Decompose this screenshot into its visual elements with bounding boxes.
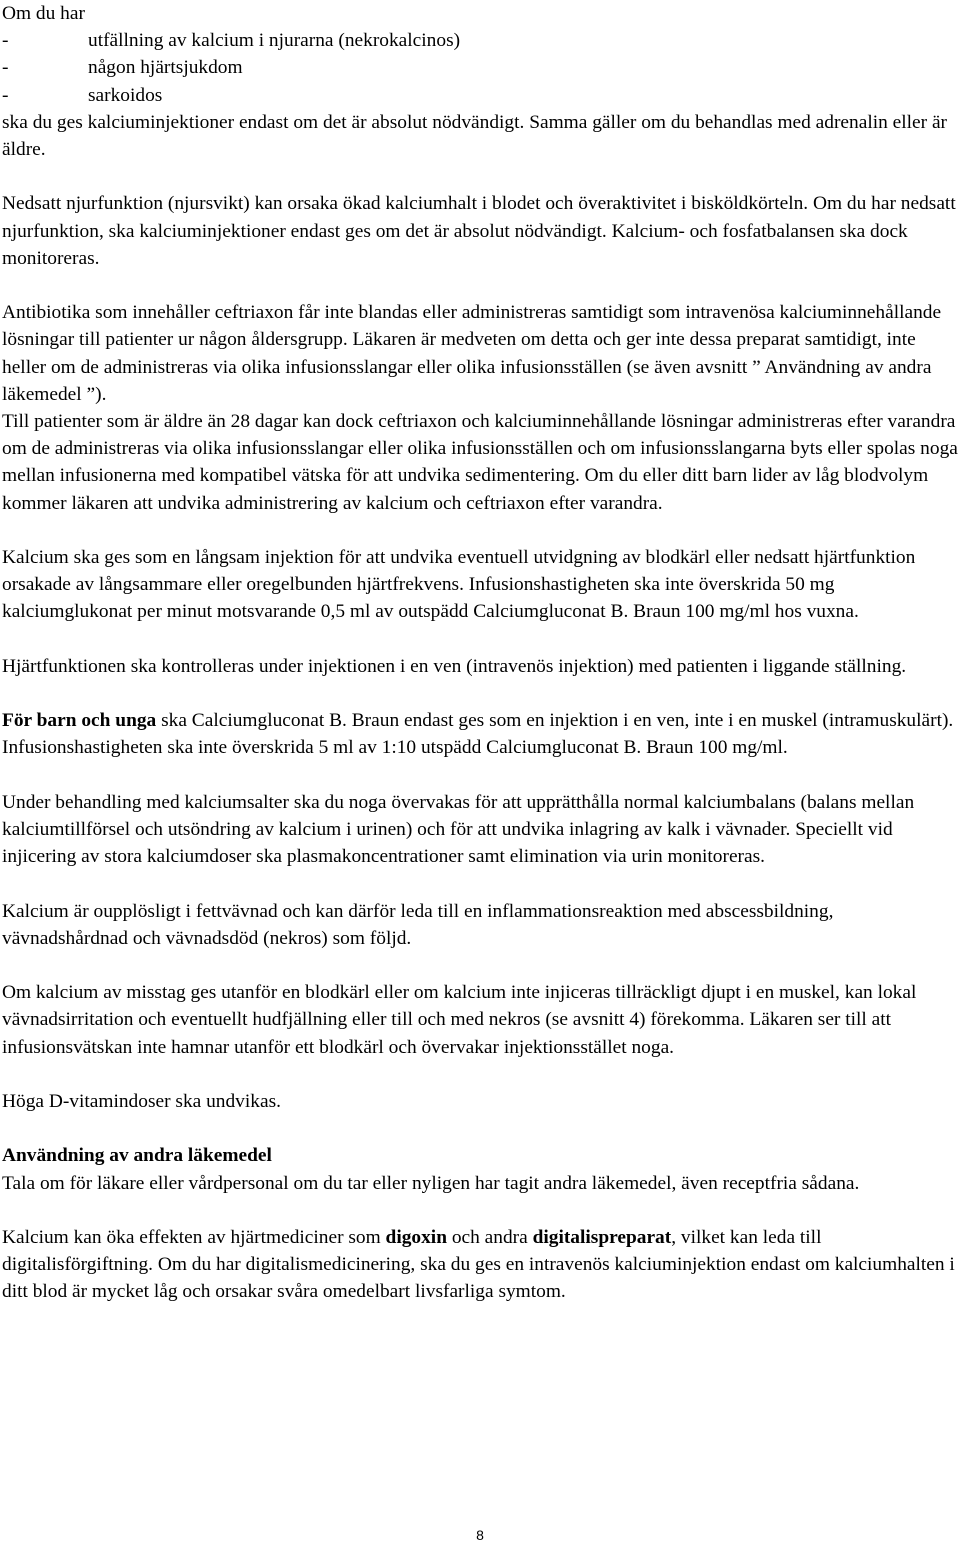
vitamin-d-paragraph: Höga D-vitamindoser ska undvikas. (2, 1090, 281, 1112)
older-patients-paragraph: Till patienter som är äldre än 28 dagar kan dock ceftriaxon och kalciuminnehållande lösningar administreras efter varandra om de administreras via olika infusionsslangar eller olika infusionsställen och om infusionsslangarna byts eller spolas noga mellan infusionerna med kompatibel vätska för att undvika sedimentering. Om du eller ditt barn lider av låg blodvolym kommer läkaren att undvika administrering av kalcium och ceftriaxon efter varandra. (2, 411, 958, 514)
renal-paragraph: Nedsatt njurfunktion (njursvikt) kan orsaka ökad kalciumhalt i blodet och överaktivitet i bisköldkörteln. Om du har nedsatt njurfunktion, ska kalciuminjektioner endast ges om det är absolut nödvändigt. Kalcium- och fosfatbalansen ska dock monitoreras. (2, 193, 956, 269)
list-item: - någon hjärtsjukdom (2, 57, 243, 79)
page-number: 8 (476, 1527, 484, 1543)
children-paragraph: För barn och unga ska Calciumgluconat B. Braun endast ges som en injektion i en ven, inte i en muskel (intramuskulärt). Infusionshastigheten ska inte överskrida 5 ml av 1:10 utspädd Calciumgluconat B. Braun 100 mg/ml. (2, 710, 954, 759)
intro-lead: Om du har (2, 3, 85, 24)
digoxin-paragraph: Kalcium kan öka effekten av hjärtmediciner som digoxin och andra digitalispreparat, vilket kan leda till digitalisförgiftning. Om du har digitalismedicinering, ska du ges en intravenös kalciuminjektion endast om kalciumhalten i ditt blod är mycket låg och orsakar svåra omedelbart livsfarliga symtom. (2, 1226, 955, 1303)
antibiotics-paragraph: Antibiotika som innehåller ceftriaxon får inte blandas eller administreras samtidigt som intravenösa kalciuminnehållande lösningar till patienter ur någon åldersgrupp. Läkaren är medveten om detta och ger inte dessa preparat samtidigt, inte heller om de administreras via olika infusionsslangar eller olika infusionsställen (se även avsnitt ” Användning av andra läkemedel ”). (2, 302, 942, 405)
intro-tail: ska du ges kalciuminjektioner endast om det är absolut nödvändigt. Samma gäller om du behandlas med adrenalin eller är äldre. (2, 111, 948, 161)
list-item: - utfällning av kalcium i njurarna (nekrokalcinos) (2, 30, 461, 52)
children-bold: För barn och unga (2, 710, 157, 732)
heart-check-paragraph: Hjärtfunktionen ska kontrolleras under injektionen i en ven (intravenös injektion) med patienten i liggande ställning. (2, 655, 907, 677)
monitoring-paragraph: Under behandling med kalciumsalter ska du noga övervakas för att upprätthålla normal kalciumbalans (balans mellan kalciumtillförsel och utsöndring av kalcium i urinen) och för att undvika inlagring av kalk i vävnader. Speciellt vid injicering av stora kalciumdoser ska plasmakoncentrationer samt elimination via urin monitoreras. (2, 791, 915, 868)
other-medicines-paragraph: Tala om för läkare eller vårdpersonal om du tar eller nyligen har tagit andra läkemedel, även receptfria sådana. (2, 1172, 860, 1194)
fat-tissue-paragraph: Kalcium är oupplösligt i fettvävnad och kan därför leda till en inflammationsreaktion med abscessbildning, vävnadshårdnad och vävnadsdöd (nekros) som följd. (2, 900, 834, 949)
slow-injection-paragraph: Kalcium ska ges som en långsam injektion för att undvika eventuell utvidgning av blodkärl eller nedsatt hjärtfunktion orsakade av långsammare eller oregelbunden hjärtfrekvens. Infusionshastigheten ska inte överskrida 50 mg kalciumglukonat per minut motsvarande 0,5 ml av outspädd Calciumgluconat B. Braun 100 mg/ml hos vuxna. (2, 547, 916, 623)
extravasation-paragraph: Om kalcium av misstag ges utanför en blodkärl eller om kalcium inte injiceras tillräckligt djupt i en muskel, kan lokal vävnadsirritation och eventuellt hudfjällning eller till och med nekros (se avsnitt 4) förekomma. Läkaren ser till att infusionsvätskan inte hamnar utanför ett blodkärl och övervakar injektionsstället noga. (2, 982, 917, 1058)
list-item: - sarkoidos (2, 84, 163, 106)
section-heading: Användning av andra läkemedel (2, 1145, 272, 1167)
